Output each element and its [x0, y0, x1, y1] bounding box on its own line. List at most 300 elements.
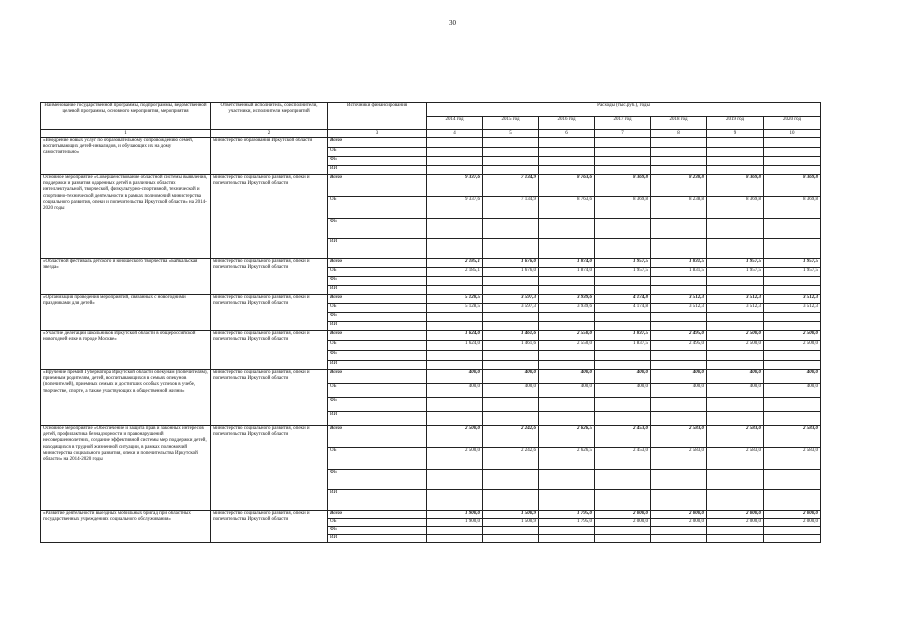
- expense-value-cell: 400,0: [539, 370, 595, 384]
- expense-value-cell: 2 000,0: [651, 511, 707, 519]
- expense-value-cell: [539, 322, 595, 331]
- expense-value-cell: [539, 398, 595, 412]
- funding-source-cell: Всего: [328, 175, 427, 197]
- expense-value-cell: 400,0: [707, 384, 764, 398]
- header-year: 2016 год: [539, 117, 595, 130]
- expense-value-cell: 1 500,9: [483, 519, 539, 527]
- expense-value-cell: [707, 219, 764, 239]
- funding-source-cell: ИИ: [328, 361, 427, 370]
- funding-source-cell: ИИ: [328, 490, 427, 511]
- funding-source-cell: ФБ: [328, 527, 427, 535]
- expense-value-cell: 3 597,3: [483, 304, 539, 313]
- column-number: 9: [707, 130, 764, 138]
- executor-cell: министерство социального развития, опеки и попечительства Иркутской области: [211, 370, 328, 426]
- expense-value-cell: 2 495,0: [651, 341, 707, 351]
- expense-value-cell: [427, 138, 483, 148]
- expense-value-cell: 4 174,8: [595, 304, 651, 313]
- expense-value-cell: 400,0: [707, 370, 764, 384]
- expense-value-cell: 5 128,5: [427, 304, 483, 313]
- expense-value-cell: [483, 148, 539, 157]
- expense-value-cell: 1 957,5: [595, 259, 651, 268]
- expense-value-cell: [707, 361, 764, 370]
- expense-value-cell: 2 626,5: [539, 448, 595, 470]
- expense-value-cell: [651, 490, 707, 511]
- funding-source-cell: ИИ: [328, 166, 427, 175]
- expense-value-cell: 2 500,0: [427, 448, 483, 470]
- expense-value-cell: [707, 490, 764, 511]
- expense-value-cell: 400,0: [483, 384, 539, 398]
- header-year: 2017 год: [595, 117, 651, 130]
- expense-value-cell: [707, 527, 764, 535]
- expense-value-cell: 2 000,0: [595, 511, 651, 519]
- expense-value-cell: 1 461,6: [483, 331, 539, 341]
- table-row: [41, 511, 821, 519]
- expense-value-cell: [427, 157, 483, 166]
- expense-value-cell: 8 238,8: [651, 197, 707, 219]
- expense-value-cell: 1 957,5: [764, 268, 821, 277]
- expense-value-cell: 3 512,3: [651, 295, 707, 304]
- expense-value-cell: 2 185,1: [427, 259, 483, 268]
- expense-value-cell: [539, 148, 595, 157]
- expense-value-cell: [539, 527, 595, 535]
- expense-value-cell: [595, 361, 651, 370]
- expense-value-cell: [427, 398, 483, 412]
- expense-value-cell: [651, 219, 707, 239]
- expense-value-cell: 1 837,5: [595, 341, 651, 351]
- program-name-cell: «Развитие деятельности выездных мобильных бригад при областных государственных учреждениях социального обслуживания»: [41, 511, 211, 543]
- expense-value-cell: [764, 219, 821, 239]
- expense-value-cell: [427, 322, 483, 331]
- expense-value-cell: 8 369,8: [764, 197, 821, 219]
- expense-value-cell: [595, 351, 651, 361]
- expense-value-cell: 1 874,0: [539, 268, 595, 277]
- expense-value-cell: [595, 219, 651, 239]
- expense-value-cell: 2 000,0: [595, 519, 651, 527]
- expense-value-cell: 2 000,0: [764, 519, 821, 527]
- funding-source-cell: ИИ: [328, 322, 427, 331]
- expense-value-cell: [595, 148, 651, 157]
- expense-value-cell: [595, 239, 651, 259]
- expense-value-cell: [764, 277, 821, 286]
- expense-value-cell: [539, 166, 595, 175]
- expense-value-cell: [427, 148, 483, 157]
- funding-source-cell: ФБ: [328, 398, 427, 412]
- funding-source-cell: ИИ: [328, 535, 427, 543]
- funding-source-cell: Всего: [328, 138, 427, 148]
- header-year: 2020 год: [764, 117, 821, 130]
- funding-source-cell: ОБ: [328, 519, 427, 527]
- funding-source-cell: ОБ: [328, 341, 427, 351]
- expense-value-cell: [651, 166, 707, 175]
- expense-value-cell: [707, 138, 764, 148]
- expense-value-cell: [595, 157, 651, 166]
- expense-value-cell: 2 583,0: [651, 426, 707, 448]
- expense-value-cell: [483, 535, 539, 543]
- expense-value-cell: [707, 239, 764, 259]
- expense-value-cell: [707, 166, 764, 175]
- expense-value-cell: 2 000,0: [764, 511, 821, 519]
- expense-value-cell: [483, 219, 539, 239]
- funding-source-cell: ОБ: [328, 448, 427, 470]
- expense-value-cell: [427, 286, 483, 295]
- expense-value-cell: [764, 412, 821, 426]
- expense-value-cell: [539, 313, 595, 322]
- expense-value-cell: [539, 138, 595, 148]
- expense-value-cell: 400,0: [427, 384, 483, 398]
- budget-table: [40, 102, 821, 543]
- expense-value-cell: [483, 313, 539, 322]
- expense-value-cell: [764, 535, 821, 543]
- program-name-cell: «Организация проведения мероприятий, связанных с новогодними праздниками для детей»: [41, 295, 211, 331]
- funding-source-cell: ФБ: [328, 351, 427, 361]
- expense-value-cell: 7 134,9: [483, 175, 539, 197]
- expense-value-cell: [595, 398, 651, 412]
- expense-value-cell: 1 795,0: [539, 511, 595, 519]
- expense-value-cell: [707, 148, 764, 157]
- expense-value-cell: [651, 535, 707, 543]
- header-year: 2018 год: [651, 117, 707, 130]
- expense-value-cell: [707, 322, 764, 331]
- column-number: 7: [595, 130, 651, 138]
- expense-value-cell: 400,0: [427, 370, 483, 384]
- expense-value-cell: 8 369,8: [707, 197, 764, 219]
- expense-value-cell: [651, 148, 707, 157]
- program-name-cell: Основное мероприятие «Обеспечение и защита прав и законных интересов детей, профилактика безнадзорности и правонарушений несовершеннолетних, создание эффективной системы мер поддержки детей, находящихся в трудной жизненной ситуации, в рамках полномочий министерства социального развития, опеки и попечительства Иркутской области» на 2014-2020 годы: [41, 426, 211, 511]
- expense-value-cell: [483, 351, 539, 361]
- expense-value-cell: [707, 277, 764, 286]
- expense-value-cell: [483, 286, 539, 295]
- expense-value-cell: 1 957,5: [764, 259, 821, 268]
- expense-value-cell: [483, 527, 539, 535]
- expense-value-cell: 9 337,6: [427, 197, 483, 219]
- header-source: Источники финансирования: [328, 103, 427, 130]
- expense-value-cell: 2 500,0: [707, 331, 764, 341]
- expense-value-cell: [427, 166, 483, 175]
- column-number: 8: [651, 130, 707, 138]
- expense-value-cell: 1 957,5: [595, 268, 651, 277]
- expense-value-cell: [707, 313, 764, 322]
- expense-value-cell: [707, 535, 764, 543]
- expense-value-cell: [483, 490, 539, 511]
- expense-value-cell: [764, 239, 821, 259]
- expense-value-cell: 1 461,6: [483, 341, 539, 351]
- column-number: 4: [427, 130, 483, 138]
- expense-value-cell: [539, 470, 595, 490]
- expense-value-cell: [707, 351, 764, 361]
- funding-source-cell: ФБ: [328, 313, 427, 322]
- expense-value-cell: [483, 361, 539, 370]
- funding-source-cell: Всего: [328, 331, 427, 341]
- expense-value-cell: 2 550,0: [539, 341, 595, 351]
- funding-source-cell: Всего: [328, 511, 427, 519]
- expense-value-cell: [764, 398, 821, 412]
- expense-value-cell: 4 174,8: [595, 295, 651, 304]
- column-number: 1: [41, 130, 211, 138]
- expense-value-cell: [707, 412, 764, 426]
- expense-value-cell: [427, 535, 483, 543]
- expense-value-cell: 400,0: [539, 384, 595, 398]
- expense-value-cell: 9 337,6: [427, 175, 483, 197]
- funding-source-cell: ИИ: [328, 239, 427, 259]
- expense-value-cell: 8 369,8: [595, 175, 651, 197]
- expense-value-cell: [764, 166, 821, 175]
- funding-source-cell: ОБ: [328, 304, 427, 313]
- program-name-cell: Основное мероприятие «Совершенствование областной системы выявления, поддержки и развития одаренных детей в различных областях интеллектуальной, творческой, физкультурно-спортивной, технической и спортивно-технической деятельности в рамках полномочий министерства социального развития, опеки и попечительства Иркутской области» на 2014-2020 годы: [41, 175, 211, 259]
- expense-value-cell: [539, 219, 595, 239]
- funding-source-cell: ОБ: [328, 197, 427, 219]
- expense-value-cell: [427, 313, 483, 322]
- expense-value-cell: [764, 148, 821, 157]
- expense-value-cell: [483, 277, 539, 286]
- executor-cell: министерство образования Иркутской области: [211, 138, 328, 175]
- column-number: 5: [483, 130, 539, 138]
- funding-source-cell: ФБ: [328, 219, 427, 239]
- expense-value-cell: 2 242,6: [483, 426, 539, 448]
- expense-value-cell: [707, 286, 764, 295]
- expense-value-cell: [651, 138, 707, 148]
- expense-value-cell: 3 512,3: [764, 295, 821, 304]
- expense-value-cell: [651, 351, 707, 361]
- expense-value-cell: 2 453,0: [595, 448, 651, 470]
- column-numbers-row: [41, 130, 821, 138]
- expense-value-cell: 1 957,5: [707, 268, 764, 277]
- expense-value-cell: [707, 157, 764, 166]
- expense-value-cell: [764, 157, 821, 166]
- expense-value-cell: 2 500,0: [427, 426, 483, 448]
- expense-value-cell: 2 000,0: [651, 519, 707, 527]
- expense-value-cell: [764, 490, 821, 511]
- expense-value-cell: 3 512,3: [707, 304, 764, 313]
- header-year: 2014 год: [427, 117, 483, 130]
- expense-value-cell: 8 369,8: [764, 175, 821, 197]
- expense-value-cell: 400,0: [651, 370, 707, 384]
- expense-value-cell: 2 453,0: [595, 426, 651, 448]
- program-name-cell: «Областной фестиваль детского и юношеского творчества «Байкальская звезда»: [41, 259, 211, 295]
- expense-value-cell: [539, 351, 595, 361]
- page-number: 30: [449, 19, 456, 27]
- expense-value-cell: [595, 322, 651, 331]
- table-row: [41, 331, 821, 341]
- expense-value-cell: [427, 470, 483, 490]
- expense-value-cell: 2 583,0: [764, 448, 821, 470]
- expense-value-cell: 2 583,0: [651, 448, 707, 470]
- expense-value-cell: [707, 470, 764, 490]
- executor-cell: министерство социального развития, опеки и попечительства Иркутской области: [211, 295, 328, 331]
- expense-value-cell: [651, 412, 707, 426]
- expense-value-cell: [539, 157, 595, 166]
- funding-source-cell: ИИ: [328, 412, 427, 426]
- expense-value-cell: [764, 527, 821, 535]
- expense-value-cell: [539, 535, 595, 543]
- expense-value-cell: [707, 398, 764, 412]
- funding-source-cell: ОБ: [328, 148, 427, 157]
- column-number: 6: [539, 130, 595, 138]
- column-number: 2: [211, 130, 328, 138]
- header-name: Наименование государственной программы, подпрограммы, ведомственной целевой программы, основного мероприятия, мероприятия: [41, 103, 211, 130]
- funding-source-cell: Всего: [328, 259, 427, 268]
- executor-cell: министерство социального развития, опеки и попечительства Иркутской области: [211, 331, 328, 370]
- expense-value-cell: 400,0: [764, 370, 821, 384]
- expense-value-cell: 2 242,6: [483, 448, 539, 470]
- expense-value-cell: [427, 361, 483, 370]
- expense-value-cell: 8 238,8: [651, 175, 707, 197]
- expense-value-cell: 2 500,0: [707, 341, 764, 351]
- expense-value-cell: [651, 286, 707, 295]
- funding-source-cell: ФБ: [328, 277, 427, 286]
- expense-value-cell: [764, 361, 821, 370]
- expense-value-cell: 400,0: [483, 370, 539, 384]
- expense-value-cell: [764, 286, 821, 295]
- executor-cell: министерство социального развития, опеки и попечительства Иркутской области: [211, 426, 328, 511]
- expense-value-cell: [483, 412, 539, 426]
- expense-value-cell: [595, 412, 651, 426]
- expense-value-cell: 8 763,6: [539, 175, 595, 197]
- expense-value-cell: [595, 527, 651, 535]
- expense-value-cell: 1 624,0: [427, 341, 483, 351]
- funding-source-cell: Всего: [328, 295, 427, 304]
- expense-value-cell: [595, 470, 651, 490]
- expense-value-cell: [539, 490, 595, 511]
- funding-source-cell: Всего: [328, 426, 427, 448]
- expense-value-cell: [427, 219, 483, 239]
- funding-source-cell: ФБ: [328, 157, 427, 166]
- expense-value-cell: [595, 286, 651, 295]
- expense-value-cell: 400,0: [651, 384, 707, 398]
- expense-value-cell: 2 495,0: [651, 331, 707, 341]
- expense-value-cell: [595, 535, 651, 543]
- expense-value-cell: [539, 277, 595, 286]
- expense-value-cell: [483, 470, 539, 490]
- expense-value-cell: 1 874,0: [539, 259, 595, 268]
- expense-value-cell: [764, 470, 821, 490]
- expense-value-cell: 1 676,0: [483, 259, 539, 268]
- expense-value-cell: [595, 138, 651, 148]
- funding-source-cell: ФБ: [328, 470, 427, 490]
- expense-value-cell: 7 134,9: [483, 197, 539, 219]
- expense-value-cell: [483, 322, 539, 331]
- expense-value-cell: [483, 239, 539, 259]
- executor-cell: министерство социального развития, опеки и попечительства Иркутской области: [211, 175, 328, 259]
- expense-value-cell: [595, 277, 651, 286]
- expense-value-cell: 1 795,0: [539, 519, 595, 527]
- expense-value-cell: [651, 157, 707, 166]
- funding-source-cell: ИИ: [328, 286, 427, 295]
- executor-cell: министерство социального развития, опеки и попечительства Иркутской области: [211, 259, 328, 295]
- expense-value-cell: 1 957,5: [707, 259, 764, 268]
- expense-value-cell: [483, 166, 539, 175]
- header-year: 2019 год: [707, 117, 764, 130]
- expense-value-cell: 1 900,0: [427, 519, 483, 527]
- funding-source-cell: ОБ: [328, 268, 427, 277]
- expense-value-cell: 400,0: [764, 384, 821, 398]
- expense-value-cell: 2 000,0: [707, 511, 764, 519]
- expense-value-cell: [483, 138, 539, 148]
- expense-value-cell: [651, 470, 707, 490]
- expense-value-cell: [651, 398, 707, 412]
- table-row: [41, 370, 821, 384]
- expense-value-cell: 1 624,0: [427, 331, 483, 341]
- expense-value-cell: [595, 313, 651, 322]
- expense-value-cell: 8 369,8: [707, 175, 764, 197]
- expense-value-cell: 1 676,0: [483, 268, 539, 277]
- expense-value-cell: [539, 412, 595, 426]
- expense-value-cell: [764, 351, 821, 361]
- expense-value-cell: [483, 398, 539, 412]
- expense-value-cell: 8 763,6: [539, 197, 595, 219]
- executor-cell: министерство социального развития, опеки и попечительства Иркутской области: [211, 511, 328, 543]
- expense-value-cell: 1 831,5: [651, 268, 707, 277]
- expense-value-cell: [427, 527, 483, 535]
- expense-value-cell: 3 597,3: [483, 295, 539, 304]
- expense-value-cell: [764, 322, 821, 331]
- expense-value-cell: [427, 351, 483, 361]
- expense-value-cell: [427, 277, 483, 286]
- header-year: 2015 год: [483, 117, 539, 130]
- expense-value-cell: [539, 239, 595, 259]
- expense-value-cell: 2 583,0: [764, 426, 821, 448]
- expense-value-cell: [539, 286, 595, 295]
- expense-value-cell: 1 831,5: [651, 259, 707, 268]
- table-row: [41, 259, 821, 268]
- expense-value-cell: 8 369,8: [595, 197, 651, 219]
- funding-source-cell: ОБ: [328, 384, 427, 398]
- expense-value-cell: 400,0: [595, 384, 651, 398]
- program-name-cell: «Вручение премий Губернатора Иркутской области опекунам (попечителям), приемным родителям, детей, воспитывающихся в семьях опекунов (попечителей), приемных семьях и достигших особых успехов в учебе, творчестве, спорте, а также участвующих в общественной жизни»: [41, 370, 211, 426]
- expense-value-cell: 3 939,6: [539, 295, 595, 304]
- expense-value-cell: 400,0: [595, 370, 651, 384]
- table-row: [41, 295, 821, 304]
- expense-value-cell: [651, 277, 707, 286]
- table-row: [41, 138, 821, 148]
- expense-value-cell: 2 626,5: [539, 426, 595, 448]
- expense-value-cell: [427, 490, 483, 511]
- expense-value-cell: [427, 239, 483, 259]
- column-number: 3: [328, 130, 427, 138]
- expense-value-cell: 2 500,0: [764, 331, 821, 341]
- expense-value-cell: 2 550,0: [539, 331, 595, 341]
- header-executor: Ответственный исполнитель, соисполнители, участники, исполнители мероприятий: [211, 103, 328, 130]
- expense-value-cell: 2 000,0: [707, 519, 764, 527]
- expense-value-cell: [595, 166, 651, 175]
- expense-value-cell: 2 583,0: [707, 426, 764, 448]
- expense-value-cell: 3 512,3: [764, 304, 821, 313]
- expense-value-cell: 2 583,0: [707, 448, 764, 470]
- expense-value-cell: [651, 322, 707, 331]
- table-row: [41, 426, 821, 448]
- expense-value-cell: [427, 412, 483, 426]
- expense-value-cell: [651, 527, 707, 535]
- expense-value-cell: [764, 138, 821, 148]
- expense-value-cell: [764, 313, 821, 322]
- expense-value-cell: 5 128,5: [427, 295, 483, 304]
- expense-value-cell: [651, 313, 707, 322]
- expense-value-cell: 3 512,3: [707, 295, 764, 304]
- expense-value-cell: [539, 361, 595, 370]
- program-name-cell: «Участие делегации школьников Иркутской области в общероссийской новогодней елке в городе Москве»: [41, 331, 211, 370]
- table-body: [41, 138, 821, 543]
- expense-value-cell: 3 512,3: [651, 304, 707, 313]
- expense-value-cell: [595, 490, 651, 511]
- expense-value-cell: [483, 157, 539, 166]
- expense-value-cell: [651, 361, 707, 370]
- funding-source-cell: Всего: [328, 370, 427, 384]
- expense-value-cell: 1 837,5: [595, 331, 651, 341]
- expense-value-cell: 1 900,0: [427, 511, 483, 519]
- header-expenses: Расходы (тыс.руб.), годы: [427, 103, 821, 117]
- expense-value-cell: 2 185,1: [427, 268, 483, 277]
- expense-value-cell: 3 939,6: [539, 304, 595, 313]
- program-name-cell: «Внедрение новых услуг по образовательному сопровождению семей, воспитывающих детей-инвалидов, и обучающих их на дому самостоятельно»: [41, 138, 211, 175]
